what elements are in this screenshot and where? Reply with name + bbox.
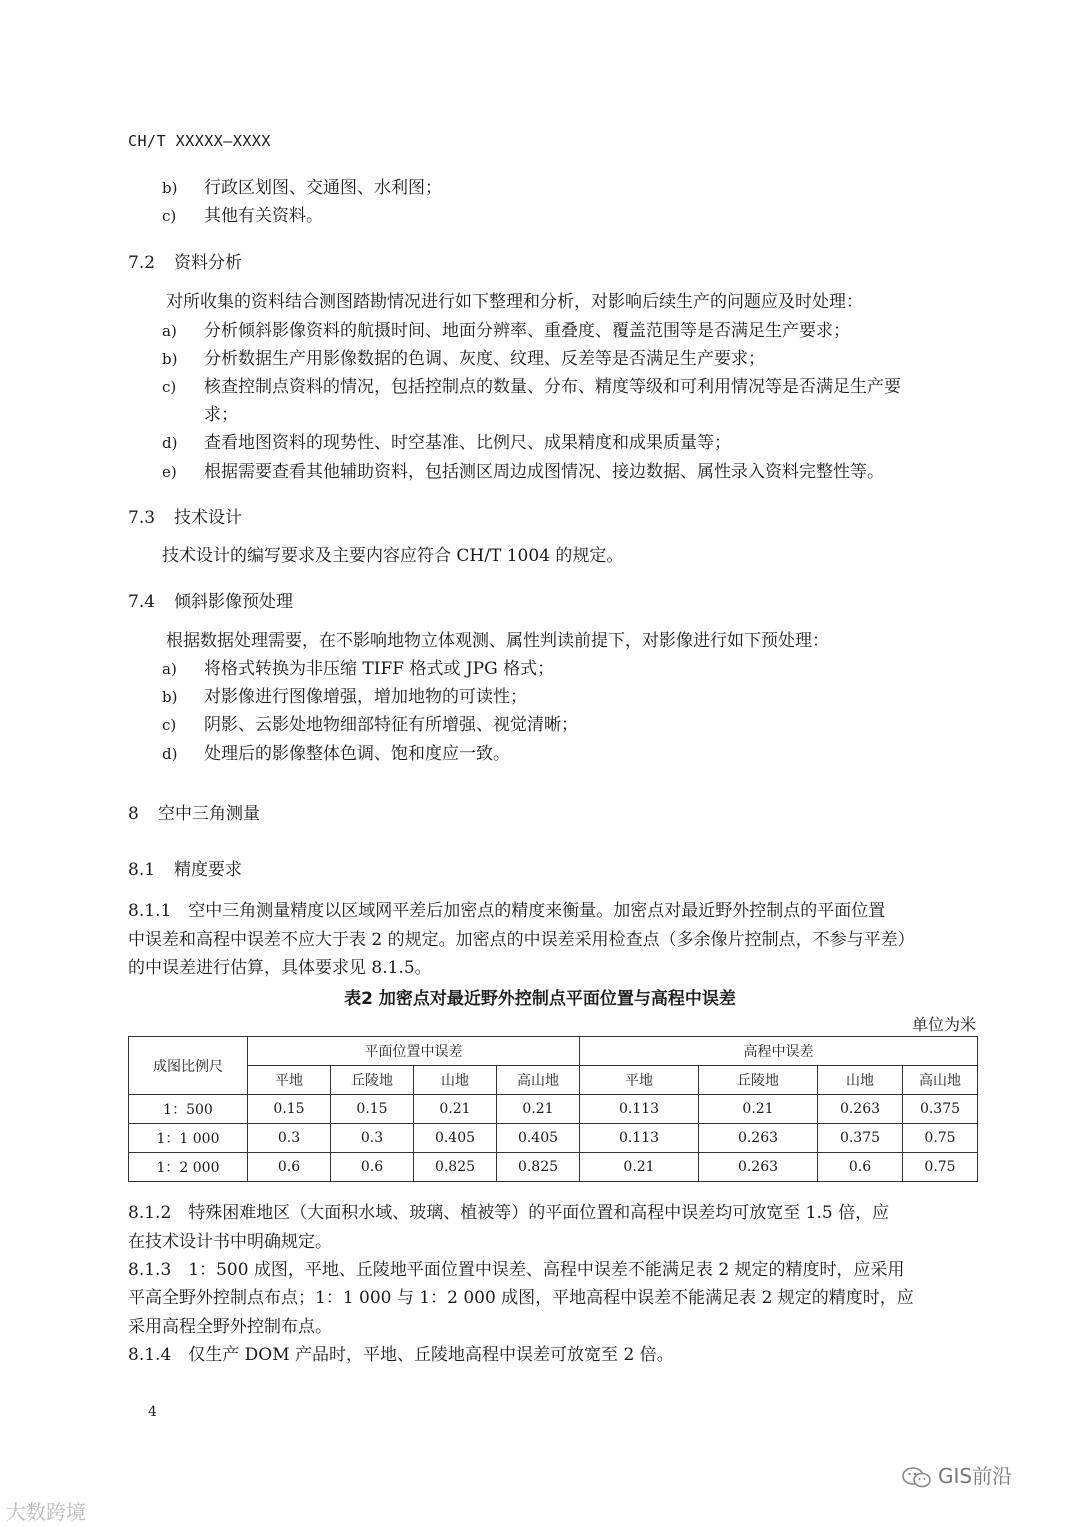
list-item: c) 核查控制点资料的情况，包括控制点的数量、分布、精度等级和可利用情况等是否满足生产要 [162,377,901,397]
table-row [129,1124,978,1153]
table-cell: 0.75 [903,1124,978,1153]
section-heading-8-1: 8.1 精度要求 [128,860,242,880]
table-subheader: 山地 [414,1066,497,1095]
table-cell: 0.3 [331,1124,414,1153]
table-cell: 1：500 [129,1095,248,1124]
paragraph-8-1-3-line: 平高全野外控制点布点；1：1 000 与 1：2 000 成图，平地高程中误差不能满足表 2 规定的精度时，应 [128,1288,914,1308]
list-item: d) 处理后的影像整体色调、饱和度应一致。 [162,744,510,764]
paragraph-8-1-2-line: 在技术设计书中明确规定。 [128,1232,332,1252]
table-unit: 单位为米 [911,1015,976,1034]
table-cell: 0.113 [580,1124,699,1153]
table-cell: 0.3 [248,1124,331,1153]
list-item: c) 其他有关资料。 [162,206,323,226]
table-cell: 0.21 [580,1153,699,1182]
table-cell: 0.21 [699,1095,818,1124]
paragraph-8-1-3-line: 8.1.3 1：500 成图，平地、丘陵地平面位置中误差、高程中误差不能满足表 2 规定的精度时，应采用 [128,1260,905,1280]
watermark-right-text: GIS前沿 [938,1464,1013,1488]
document-code-header: CH/T XXXXX—XXXX [128,132,271,150]
paragraph-8-1-1-line: 8.1.1 空中三角测量精度以区域网平差后加密点的精度来衡量。加密点对最近野外控制点的平面位置 [128,901,886,921]
paragraph: 技术设计的编写要求及主要内容应符合 CH/T 1004 的规定。 [162,546,624,566]
table-cell: 0.263 [699,1153,818,1182]
table-row [129,1153,978,1182]
watermark-right [902,1460,1012,1489]
list-item: b) 对影像进行图像增强，增加地物的可读性； [162,687,527,707]
watermark-left-text: 大数跨境 [6,1500,86,1524]
list-item: b) 分析数据生产用影像数据的色调、灰度、纹理、反差等是否满足生产要求； [162,349,765,369]
list-item: b) 行政区划图、交通图、水利图； [162,178,442,198]
list-item: e) 根据需要查看其他辅助资料，包括测区周边成图情况、接边数据、属性录入资料完整性等。 [162,462,884,482]
paragraph-intro: 根据数据处理需要，在不影响地物立体观测、属性判读前提下，对影像进行如下预处理： [166,631,829,651]
table-cell: 0.21 [414,1095,497,1124]
table-header-scale: 成图比例尺 [129,1037,248,1095]
table-cell: 1：1 000 [129,1124,248,1153]
paragraph-8-1-2-line: 8.1.2 特殊困难地区（大面积水域、玻璃、植被等）的平面位置和高程中误差均可放宽至 1.5 倍，应 [128,1203,890,1223]
page-number: 4 [148,1404,157,1420]
accuracy-table [128,1036,978,1182]
table-cell: 0.405 [414,1124,497,1153]
table-cell: 0.75 [903,1153,978,1182]
list-item: c) 阴影、云影处地物细部特征有所增强、视觉清晰； [162,715,578,735]
paragraph-8-1-4: 8.1.4 仅生产 DOM 产品时，平地、丘陵地高程中误差可放宽至 2 倍。 [128,1345,674,1365]
list-item: a) 分析倾斜影像资料的航摄时间、地面分辨率、重叠度、覆盖范围等是否满足生产要求； [162,321,850,341]
table-header-height: 高程中误差 [580,1037,978,1066]
list-item: d) 查看地图资料的现势性、时空基准、比例尺、成果精度和成果质量等； [162,433,731,453]
table-cell: 0.375 [818,1124,903,1153]
watermark-left [6,1496,86,1525]
section-heading-7-2: 7.2 资料分析 [128,253,242,273]
list-item: a) 将格式转换为非压缩 TIFF 格式或 JPG 格式； [162,659,555,679]
table-subheader: 山地 [818,1066,903,1095]
table-subheader: 高山地 [497,1066,580,1095]
section-heading-7-3: 7.3 技术设计 [128,508,242,528]
table-row [129,1095,978,1124]
list-item-continuation: 求； [204,405,238,425]
paragraph-intro: 对所收集的资料结合测图踏勘情况进行如下整理和分析，对影响后续生产的问题应及时处理： [166,292,863,312]
table-subheader: 高山地 [903,1066,978,1095]
table-cell: 0.825 [497,1153,580,1182]
table-subheader: 丘陵地 [331,1066,414,1095]
table-cell: 0.6 [818,1153,903,1182]
section-heading-7-4: 7.4 倾斜影像预处理 [128,592,293,612]
section-heading-8: 8 空中三角测量 [128,804,260,824]
paragraph-8-1-1-line: 中误差和高程中误差不应大于表 2 的规定。加密点的中误差采用检查点（多余像片控制点，不参与平差） [128,930,915,950]
table-cell: 0.15 [331,1095,414,1124]
table-cell: 0.263 [818,1095,903,1124]
table-cell: 1：2 000 [129,1153,248,1182]
table-cell: 0.113 [580,1095,699,1124]
paragraph-8-1-1-line: 的中误差进行估算，具体要求见 8.1.5。 [128,958,432,978]
table-subheader: 丘陵地 [699,1066,818,1095]
table-subheader: 平地 [580,1066,699,1095]
table-cell: 0.375 [903,1095,978,1124]
table-cell: 0.263 [699,1124,818,1153]
table-cell: 0.21 [497,1095,580,1124]
table-cell: 0.15 [248,1095,331,1124]
table-cell: 0.6 [248,1153,331,1182]
table-header-plane: 平面位置中误差 [248,1037,580,1066]
paragraph-8-1-3-line: 采用高程全野外控制布点。 [128,1317,332,1337]
table-subheader: 平地 [248,1066,331,1095]
table-caption: 表2 加密点对最近野外控制点平面位置与高程中误差 [344,989,736,1009]
table-cell: 0.405 [497,1124,580,1153]
table-cell: 0.6 [331,1153,414,1182]
table-cell: 0.825 [414,1153,497,1182]
wechat-icon [902,1467,932,1489]
